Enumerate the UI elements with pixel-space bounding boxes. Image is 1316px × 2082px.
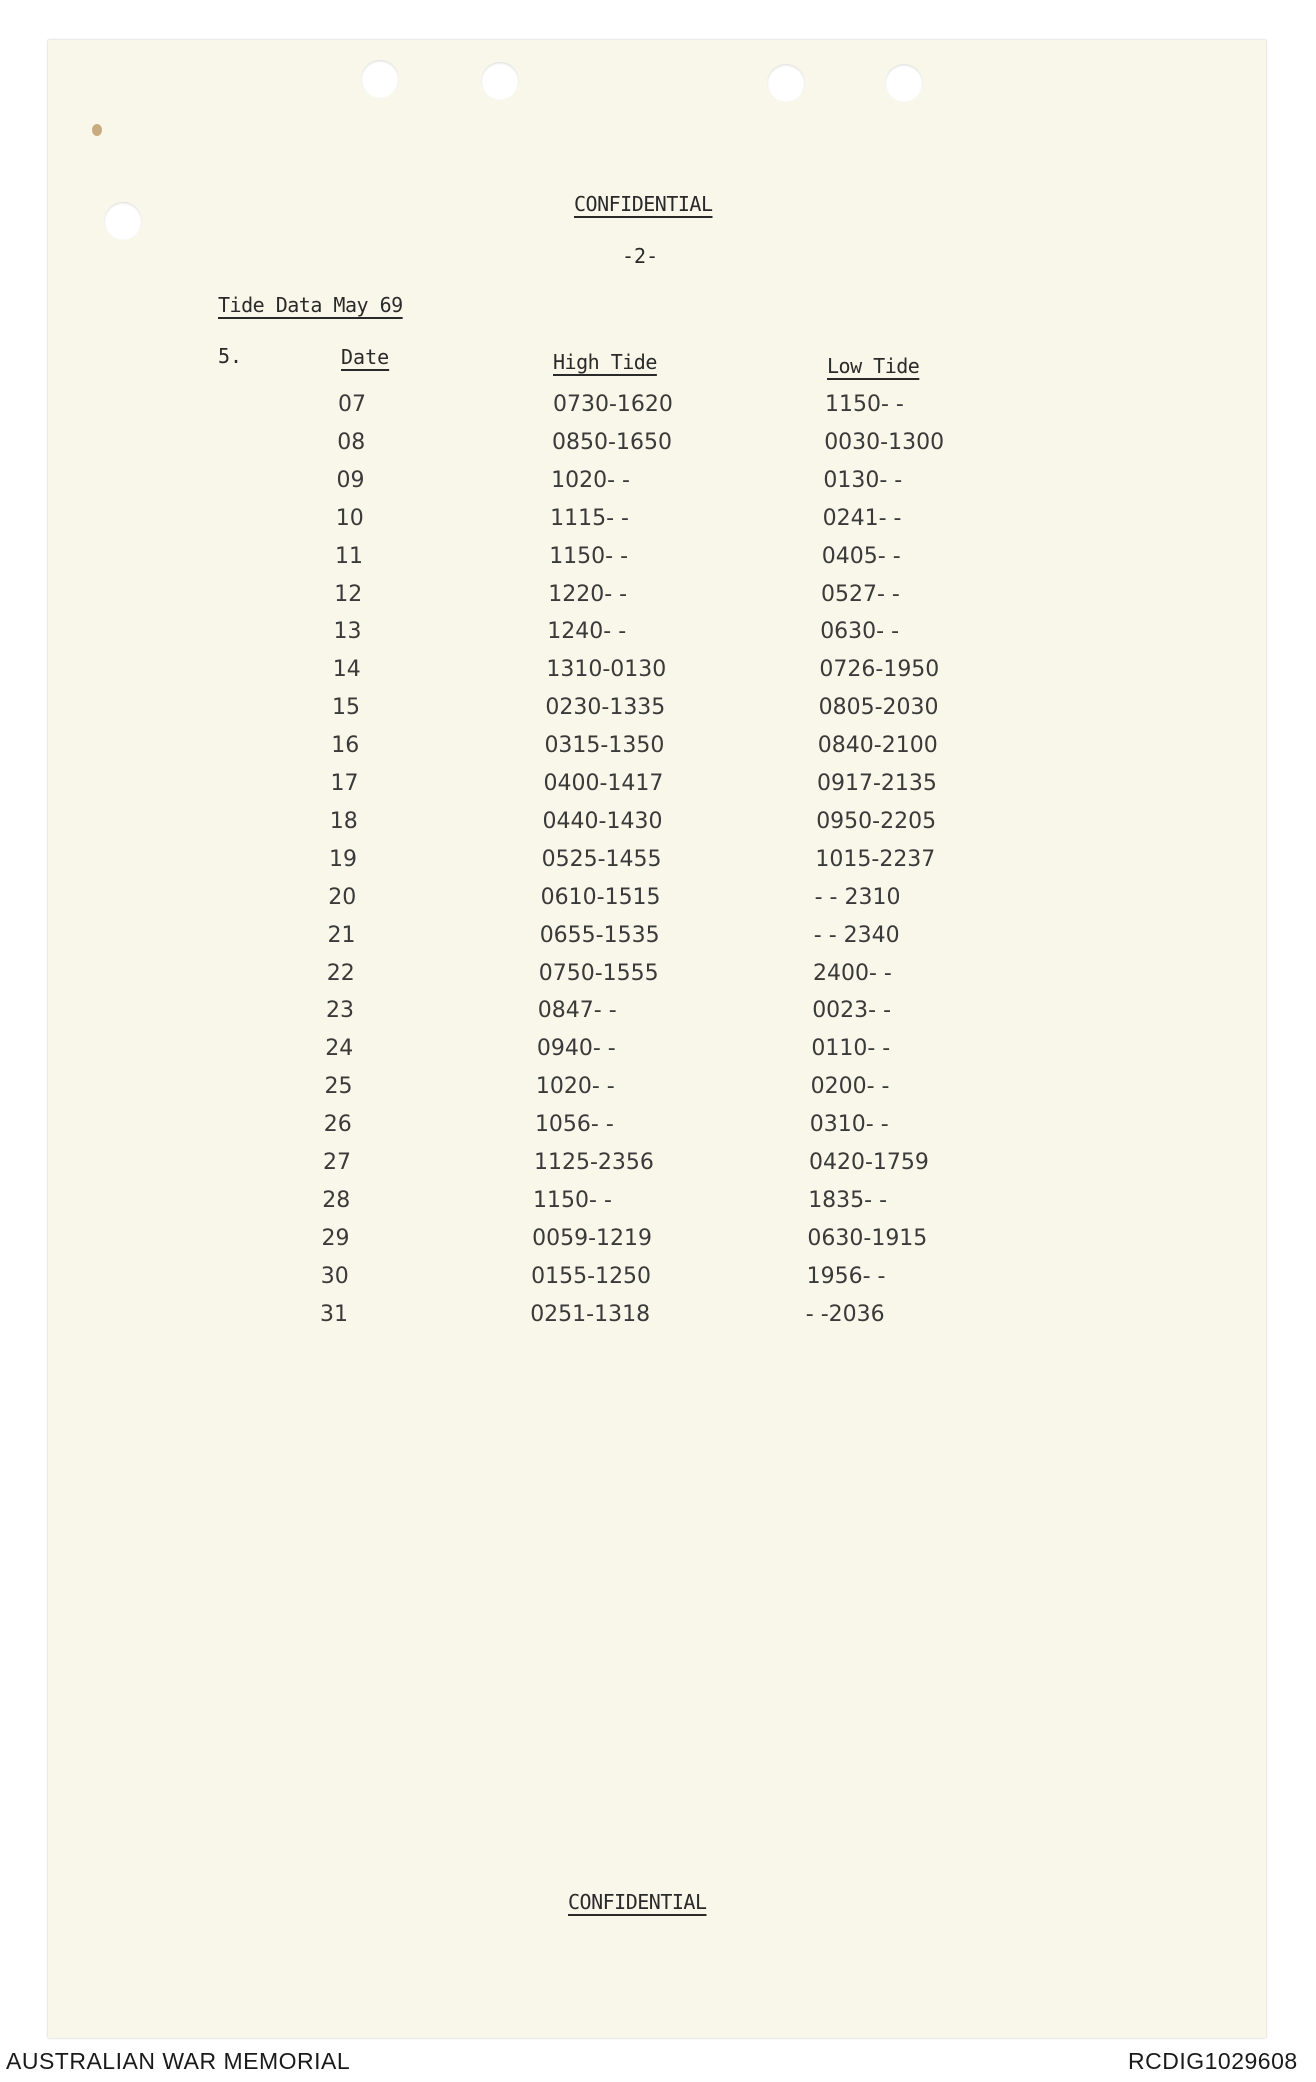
high-tide-value: 0750-1555 — [538, 960, 659, 986]
tide-date: 08 — [337, 429, 366, 455]
tide-date: 17 — [330, 771, 359, 796]
high-tide-value: 1020- - — [535, 1074, 615, 1100]
tide-date: 22 — [326, 960, 355, 986]
high-tide-value: 0440-1430 — [542, 808, 663, 834]
low-tide-value: 0630- - — [820, 619, 900, 645]
low-tide-value: 1956- - — [806, 1263, 886, 1289]
low-tide-value: 0130- - — [823, 467, 903, 493]
low-tide-value: 1015-2237 — [815, 846, 936, 872]
high-tide-value: 1240- - — [547, 619, 627, 645]
tide-date: 18 — [329, 808, 358, 834]
low-tide-value: - - 2340 — [813, 922, 900, 948]
tide-date: 28 — [322, 1187, 351, 1213]
high-tide-value: 0525-1455 — [541, 846, 662, 872]
high-tide-value: 0850-1650 — [552, 429, 672, 455]
header-classification: CONFIDENTIAL — [574, 192, 713, 216]
tide-date: 24 — [325, 1036, 354, 1062]
document-sheet — [48, 40, 1266, 2038]
punch-hole — [767, 64, 805, 102]
tide-date: 21 — [327, 922, 356, 948]
high-tide-value: 1150- - — [549, 543, 629, 569]
low-tide-value: 2400- - — [813, 960, 892, 986]
column-header-high-tide: High Tide — [553, 350, 657, 374]
low-tide-value: 0805-2030 — [818, 695, 939, 721]
tide-date: 12 — [334, 581, 363, 607]
tide-date: 16 — [331, 733, 360, 759]
punch-hole — [481, 62, 519, 100]
low-tide-value: 0310- - — [809, 1112, 889, 1138]
high-tide-value: 1310-0130 — [546, 657, 667, 683]
high-tide-value: 0230-1335 — [545, 695, 666, 721]
archive-reference: RCDIG1029608 — [1128, 2048, 1298, 2074]
high-tide-value: 1125-2356 — [534, 1150, 654, 1175]
tide-date: 30 — [320, 1263, 349, 1289]
tide-date: 23 — [326, 998, 354, 1024]
punch-hole — [885, 64, 923, 102]
low-tide-value: 0917-2135 — [817, 771, 937, 796]
high-tide-value: 1220- - — [548, 581, 628, 607]
high-tide-value: 1115- - — [550, 505, 629, 531]
low-tide-value: 0726-1950 — [819, 657, 940, 683]
high-tide-value: 0251-1318 — [530, 1301, 651, 1327]
high-tide-value: 0655-1535 — [539, 922, 660, 948]
tide-date: 14 — [332, 657, 361, 683]
high-tide-value: 0059-1219 — [532, 1225, 653, 1251]
high-tide-value: 0847- - — [537, 998, 617, 1024]
tide-date: 13 — [333, 619, 362, 645]
paragraph-number: 5. — [218, 344, 243, 368]
punch-hole — [361, 60, 399, 98]
column-header-date: Date — [341, 345, 390, 369]
high-tide-value: 0155-1250 — [531, 1263, 652, 1289]
low-tide-value: 0527- - — [821, 581, 900, 607]
low-tide-value: - - 2310 — [814, 884, 901, 910]
high-tide-value: 0400-1417 — [543, 771, 664, 796]
tide-date: 09 — [336, 467, 365, 493]
low-tide-value: 1150- - — [825, 392, 904, 417]
low-tide-value: 0840-2100 — [817, 733, 938, 759]
high-tide-value: 0315-1350 — [544, 733, 665, 759]
tide-date: 07 — [338, 392, 366, 417]
tide-date: 25 — [324, 1074, 353, 1100]
high-tide-value: 0940- - — [536, 1036, 616, 1062]
page-number: -2- — [622, 244, 659, 268]
column-header-low-tide: Low Tide — [827, 354, 920, 378]
high-tide-value: 1020- - — [551, 467, 630, 493]
paper-stain — [92, 124, 102, 136]
tide-date: 31 — [320, 1301, 348, 1327]
archive-credit: AUSTRALIAN WAR MEMORIAL — [6, 2048, 351, 2074]
low-tide-value: 0950-2205 — [816, 808, 937, 834]
low-tide-value: 0405- - — [821, 543, 901, 569]
punch-hole — [104, 202, 142, 240]
low-tide-value: 0023- - — [812, 998, 892, 1024]
tide-date: 29 — [321, 1225, 350, 1251]
high-tide-value: 0610-1515 — [540, 884, 661, 910]
low-tide-value: 0241- - — [822, 505, 902, 531]
low-tide-value: 0200- - — [810, 1074, 890, 1100]
low-tide-value: - -2036 — [805, 1301, 885, 1327]
low-tide-value: 1835- - — [808, 1187, 888, 1213]
high-tide-value: 1150- - — [533, 1187, 612, 1213]
low-tide-value: 0420-1759 — [809, 1150, 929, 1175]
tide-date: 15 — [332, 695, 360, 721]
low-tide-value: 0110- - — [811, 1036, 891, 1062]
footer-classification: CONFIDENTIAL — [568, 1890, 707, 1914]
tide-date: 10 — [335, 505, 364, 531]
high-tide-value: 1056- - — [534, 1112, 614, 1138]
tide-date: 27 — [323, 1150, 351, 1175]
tide-date: 20 — [328, 884, 357, 910]
tide-date: 26 — [323, 1112, 352, 1138]
low-tide-value: 0030-1300 — [824, 429, 945, 455]
high-tide-value: 0730-1620 — [553, 392, 673, 417]
section-title: Tide Data May 69 — [218, 293, 403, 317]
tide-date: 11 — [335, 543, 363, 569]
tide-date: 19 — [329, 846, 357, 872]
low-tide-value: 0630-1915 — [807, 1225, 928, 1251]
